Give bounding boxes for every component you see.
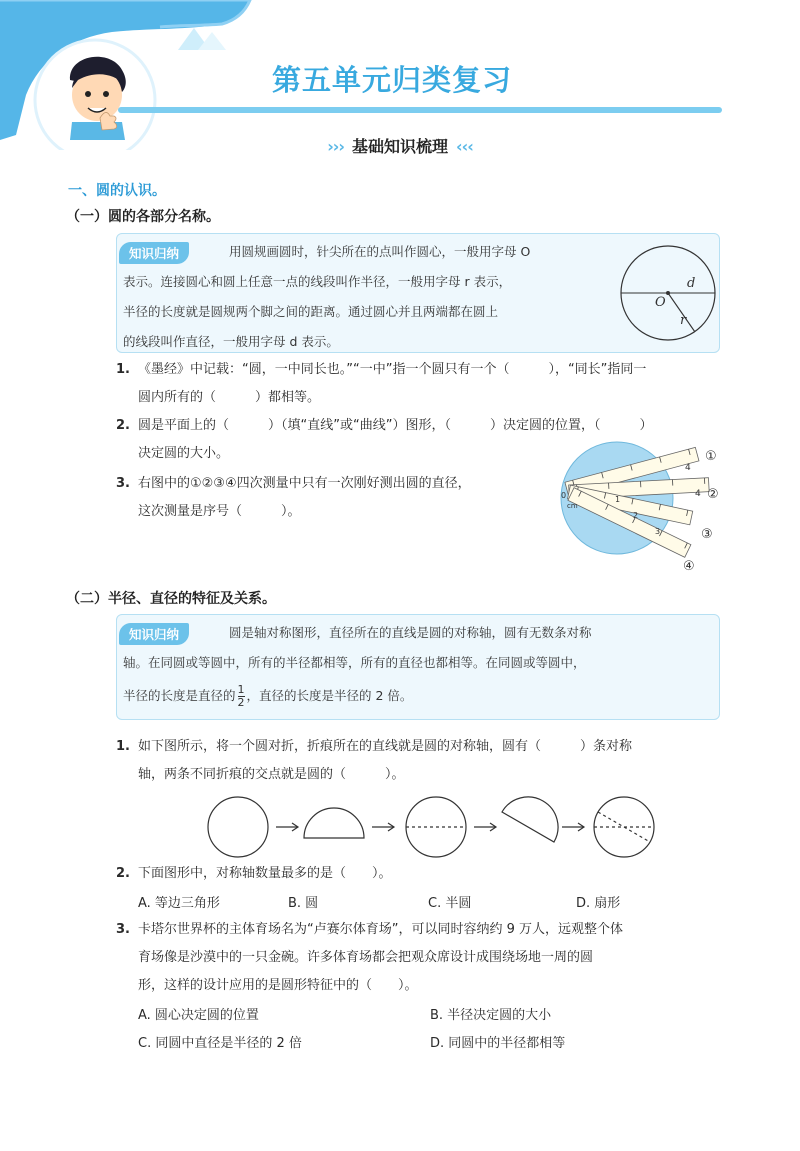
knowledge-box-1 (116, 233, 720, 353)
question-2-1: 1. 如下图所示，将一个圆对折，折痕所在的直线就是圆的对称轴，圆有（ ）条对称 轴，两条不同折痕的交点就是圆的（ ）。 (116, 739, 633, 782)
center-label: O (655, 295, 666, 310)
ruler-number-4a: 4 (685, 463, 691, 473)
knowledge-box-2 (116, 614, 720, 720)
question-1-2: 2. 圆是平面上的（ ）（填“直线”或“曲线”）图形，（ ）决定圆的位置，（ ） 决定圆的大小。 (116, 418, 653, 461)
radius-label: r (680, 313, 687, 328)
circle-folding-diagram (200, 792, 670, 862)
q2-choice-b: B. 圆 (288, 896, 319, 911)
ruler-label-4: ④ (683, 559, 695, 574)
fraction-one-half: $\frac{1}{2}$ (237, 683, 245, 709)
section-title: 基础知识梳理 (351, 137, 448, 156)
ruler-number-3: 3 (655, 527, 661, 536)
chevrons-right-icon: ‹‹‹ (456, 137, 473, 156)
part1-heading: 一、圆的认识。 (68, 183, 166, 199)
knowledge-tag: 知识归纳 (119, 623, 189, 645)
sub1-heading: （一）圆的各部分名称。 (66, 209, 220, 225)
q2-choice-a: A. 等边三角形 (138, 896, 220, 911)
q3-choice-b: B. 半径决定圆的大小 (430, 1008, 552, 1023)
pyramid-icon (178, 28, 226, 50)
q2-choice-d: D. 扇形 (576, 896, 621, 911)
ruler-label-3: ③ (701, 527, 713, 542)
question-2-3: 3. 卡塔尔世界杯的主体育场名为“卢赛尔体育场”，可以同时容纳约 9 万人，远观整个体 育场像是沙漠中的一只金碗。许多体育场都会把观众席设计成围绕场地一周的圆 形，这样的设计应用的是圆形特征中的（ ）。 (116, 922, 624, 993)
question-1-3: 3. 右图中的①②③④四次测量中只有一次刚好测出圆的直径， 这次测量是序号（ ）。 (116, 476, 471, 519)
ruler-label-1: ① (705, 449, 717, 464)
knowledge-text-2: 圆是轴对称图形，直径所在的直线是圆的对称轴，圆有无数条对称 轴。在同圆或等圆中，所有的半径都相等，所有的直径也都相等。在同圆或等圆中， 半径的长度是直径的 $\frac{1}{2}$ ，直径的长度是半径的 2 倍。 (123, 625, 592, 709)
knowledge-text-1: 用圆规画圆时，针尖所在的点叫作圆心，一般用字母 O 表示。连接圆心和圆上任意一点的线段叫作半径，一般用字母 r 表示， 半径的长度就是圆规两个脚之间的距离。通过圆心并且两端都在圆上 的线段叫作直径，一般用字母 d 表示。 (123, 244, 531, 349)
title-underline (118, 107, 722, 113)
sub2-heading: （二）半径、直径的特征及关系。 (66, 591, 276, 607)
ruler-number-1: 1 (615, 495, 621, 504)
knowledge-tag: 知识归纳 (119, 242, 189, 264)
question-2-2: 2. 下面图形中，对称轴数量最多的是（ ）。 (116, 866, 392, 881)
ruler-number-4b: 4 (695, 489, 701, 499)
ruler-measurement-diagram (555, 440, 730, 575)
page-title: 第五单元归类复习 (272, 63, 513, 97)
section-heading (0, 134, 800, 157)
q3-choice-c: C. 同圆中直径是半径的 2 倍 (138, 1036, 302, 1051)
ruler-zero-label: 0 (561, 491, 567, 500)
diameter-label: d (687, 276, 696, 291)
chevrons-left-icon: ››› (327, 137, 344, 156)
ruler-number-2: 2 (633, 511, 639, 520)
bicycle-icon (143, 38, 171, 51)
q3-choice-d: D. 同圆中的半径都相等 (430, 1036, 566, 1051)
ruler-unit-label: cm (567, 502, 578, 510)
circle-parts-diagram (617, 240, 721, 344)
ruler-label-2: ② (707, 487, 719, 502)
q3-choice-a: A. 圆心决定圆的位置 (138, 1008, 259, 1023)
question-1-1: 1. 《墨经》中记载：“圆，一中同长也。”“一中”指一个圆只有一个（ ），“同长”指同一 圆内所有的（ ）都相等。 (116, 362, 647, 405)
q2-choice-c: C. 半圆 (428, 896, 472, 911)
